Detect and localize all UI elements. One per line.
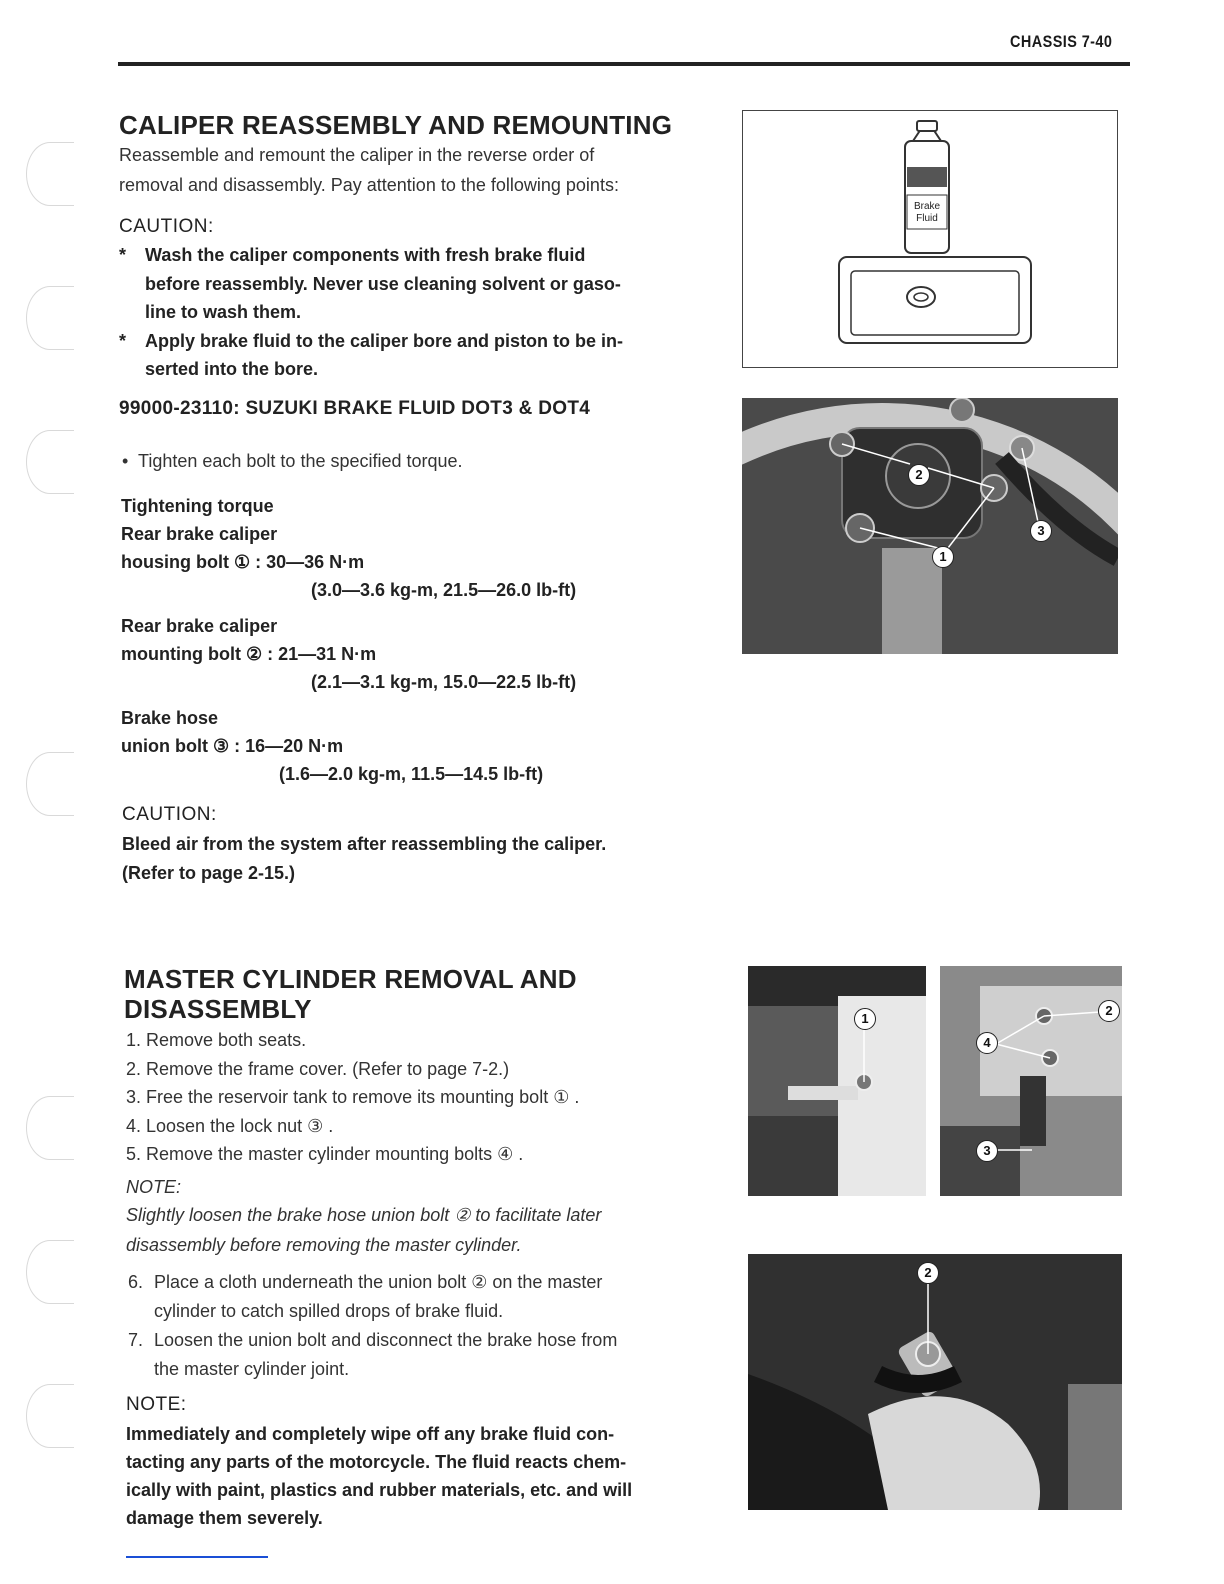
punch-hole bbox=[26, 1096, 74, 1160]
callout-3: 3 bbox=[976, 1140, 998, 1162]
figure-caliper-photo bbox=[742, 398, 1118, 654]
footer-rule bbox=[126, 1556, 268, 1558]
can-label-line2: Fluid bbox=[916, 213, 938, 224]
note2-text: Immediately and completely wipe off any brake fluid con- tacting any parts of the motorcycle. The fluid reacts chem- ically with paint, plastics and rubber materials, etc. and will damage them severely. bbox=[126, 1424, 633, 1528]
removal-steps bbox=[126, 1026, 579, 1169]
torque-block: Tightening torque Rear brake caliper housing bolt ① : 30—36 N·m (3.0—3.6 kg-m, 21.5—26.0 lb-ft) Rear brake caliper mounting bolt ② : 21—31 N·m (2.1—3.1 kg-m, 15.0—22.5 lb-ft) Brake hose union bolt ③ : 16—20 N·m (1.6—2.0 kg-m, 11.5—14.5 lb-ft) bbox=[121, 496, 577, 784]
punch-hole bbox=[26, 1240, 74, 1304]
can-label-line1: Brake bbox=[913, 201, 941, 212]
removal-steps-continued bbox=[128, 1268, 728, 1384]
punch-hole bbox=[26, 752, 74, 816]
tighten-instruction: • Tighten each bolt to the specified torque. bbox=[122, 451, 463, 471]
punch-hole bbox=[26, 286, 74, 350]
callout-2: 2 bbox=[1098, 1000, 1120, 1022]
list-item: 2. Remove the frame cover. (Refer to page 7-2.) bbox=[126, 1058, 510, 1079]
list-item: 7. Loosen the union bolt and disconnect the brake hose from the master cylinder joint. bbox=[128, 1330, 618, 1379]
section-title-master-cylinder: MASTER CYLINDER REMOVAL AND DISASSEMBLY bbox=[124, 964, 577, 1024]
list-item: 4. Loosen the lock nut ③ . bbox=[126, 1115, 334, 1136]
section-title-caliper: CALIPER REASSEMBLY AND REMOUNTING bbox=[119, 110, 673, 140]
caution2-text: Bleed air from the system after reassembling the caliper. (Refer to page 2-15.) bbox=[122, 834, 607, 883]
punch-hole bbox=[26, 430, 74, 494]
callout-1: 1 bbox=[854, 1008, 876, 1030]
list-item: 5. Remove the master cylinder mounting bolts ④ . bbox=[126, 1144, 524, 1164]
brake-fluid-illustration bbox=[743, 111, 1116, 366]
figure-master-cylinder-photo bbox=[940, 966, 1122, 1196]
list-item: 6. Place a cloth underneath the union bolt ② on the master cylinder to catch spilled drops of brake fluid. bbox=[128, 1272, 603, 1321]
caution2-label: CAUTION: bbox=[122, 804, 217, 825]
caution-item: * Apply brake fluid to the caliper bore and piston to be in- serted into the bore. bbox=[119, 330, 624, 379]
header-rule bbox=[118, 62, 1130, 66]
callout-4: 4 bbox=[976, 1032, 998, 1054]
punch-hole bbox=[26, 142, 74, 206]
figure-reservoir-photo bbox=[748, 966, 926, 1196]
list-item: 1. Remove both seats. bbox=[126, 1030, 307, 1050]
punch-hole bbox=[26, 1384, 74, 1448]
running-head: CHASSIS 7-40 bbox=[1009, 32, 1112, 51]
note-label: NOTE: bbox=[126, 1177, 182, 1197]
note2-label: NOTE: bbox=[126, 1394, 187, 1415]
caution-item: * Wash the caliper components with fresh brake fluid before reassembly. Never use cleaning solvent or gaso- line to wash them. bbox=[119, 245, 621, 322]
callout-3: 3 bbox=[1030, 520, 1052, 542]
figure-union-bolt-photo bbox=[748, 1254, 1122, 1510]
callout-2: 2 bbox=[908, 464, 930, 486]
list-item: 3. Free the reservoir tank to remove its mounting bolt ① . bbox=[126, 1087, 580, 1107]
caution-list bbox=[119, 241, 709, 384]
figure-brake-fluid bbox=[742, 110, 1118, 368]
part-number: 99000-23110: SUZUKI BRAKE FLUID DOT3 & DOT4 bbox=[119, 398, 591, 419]
callout-2: 2 bbox=[917, 1262, 939, 1284]
intro-text: Reassemble and remount the caliper in the reverse order of removal and disassembly. Pay attention to the following points: bbox=[119, 145, 619, 195]
caution-label: CAUTION: bbox=[119, 216, 214, 237]
note-text: Slightly loosen the brake hose union bolt ② to facilitate later disassembly before removing the master cylinder. bbox=[126, 1205, 602, 1255]
callout-1: 1 bbox=[932, 546, 954, 568]
